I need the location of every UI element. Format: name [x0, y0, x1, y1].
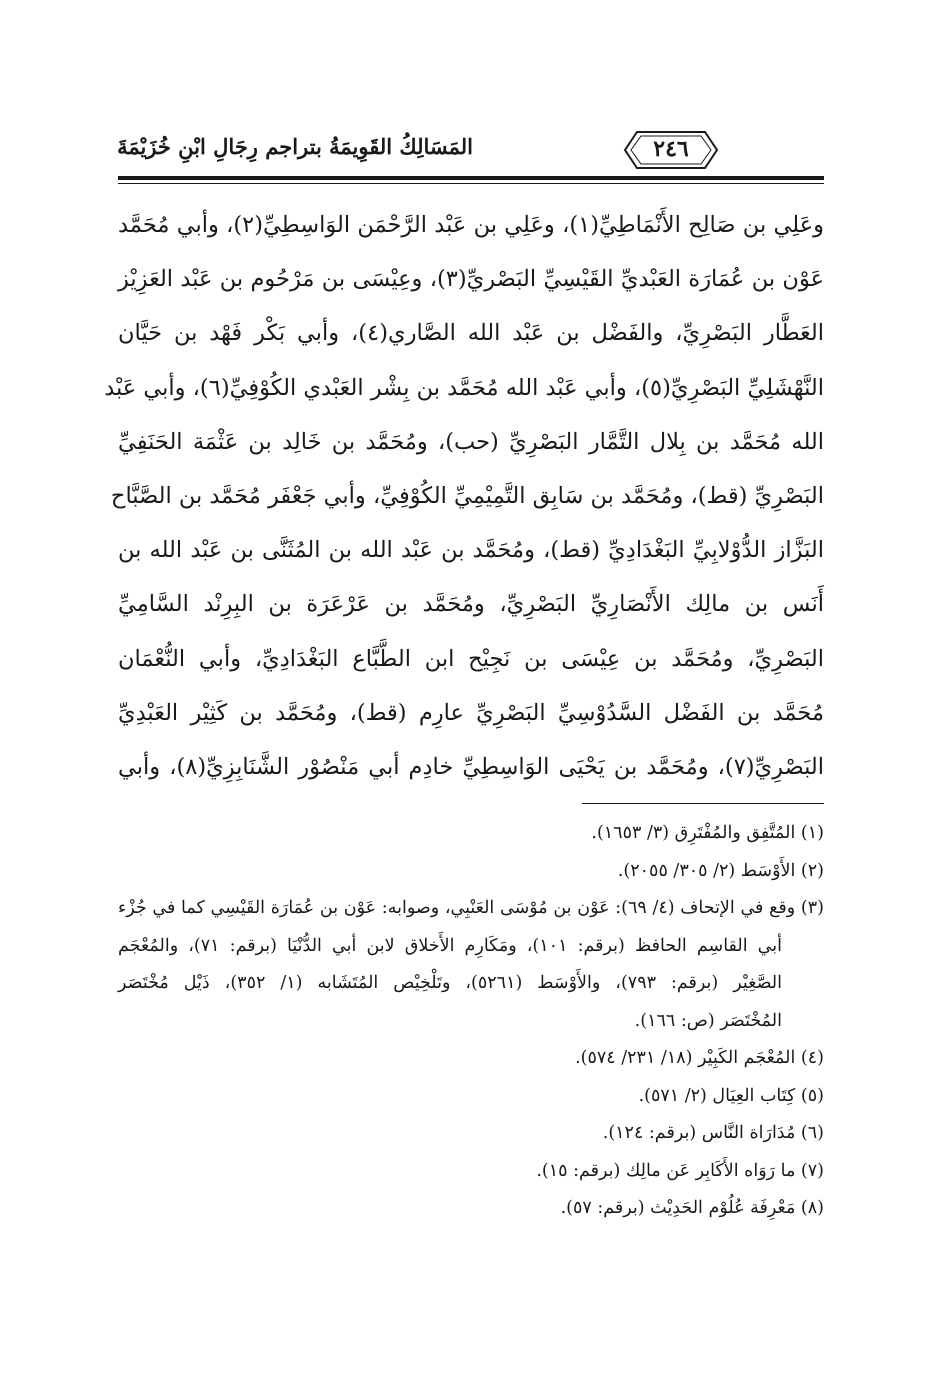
footnotes — [118, 815, 824, 1228]
footnote-1: (١) المُتَّفِق والمُفْتَرِق (٣/ ١٦٥٣). — [591, 823, 824, 843]
footnote-8: (٨) مَعْرِفَة عُلُوْم الحَدِيْث (برقم: ٥٧). — [560, 1198, 824, 1218]
footnote-3-cont: أبي القاسِم الحافظ (برقم: ١٠١)، ومَكَارِم الأَخلاق لابن أبي الدُّنْيَا (برقم: ٧١)، والمُعْجَم — [118, 935, 783, 956]
text-line: البَصْرِيِّ، ومُحَمَّد بن عِيْسَى بن نَجِيْح ابن الطَّبَّاع البَغْدَادِيِّ، وأبي النُّعْمَان — [118, 645, 824, 672]
page-header — [118, 128, 824, 186]
running-title: المَسَالِكُ القَوِيمَةُ بتراجم رِجَالِ ابْنِ خُزَيْمَةَ — [117, 134, 473, 159]
page-number: ٢٤٦ — [653, 136, 689, 162]
text-line: النَّهْشَلِيِّ البَصْرِيِّ(٥)، وأبي عَبْد الله مُحَمَّد بن بِشْر العَبْدي الكُوْفِيِّ(٦)، وأبي عَبْد — [104, 374, 824, 401]
text-line: البَصْرِيِّ(٧)، ومُحَمَّد بن يَحْيَى الوَاسِطِيِّ خادِم أبي مَنْصُوْر الشَّنَابِزِيِّ(٨)، وأبي — [118, 753, 824, 780]
header-rule-thin — [118, 183, 824, 184]
footnote-4: (٤) المُعْجَم الكَبِيْر (١٨/ ٢٣١/ ٥٧٤). — [575, 1048, 824, 1068]
text-line: البَصْرِيِّ (قط)، ومُحَمَّد بن سَابِق التَّمِيْمِيِّ الكُوْفِيِّ، وأبي جَعْفَر مُحَمَّد بن الصَّبَّاح — [110, 482, 824, 509]
footnote-5: (٥) كِتَاب العِيَال (٢/ ٥٧١). — [638, 1085, 824, 1106]
footnote-7: (٧) ما رَوَاه الأَكَابِر عَن مالِك (برقم: ١٥). — [536, 1160, 824, 1181]
footnote-3: (٣) وقع في الإتحاف (٤/ ٦٩): عَوْن بن مُوْسَى العَنْبِي، وصوابه: عَوْن بن عُمَارَة القَيْسِي كما في جُزْء — [118, 898, 824, 918]
footnote-separator — [582, 803, 824, 804]
text-line: عَوْن بن عُمَارَة العَبْديِّ القَيْسِيِّ البَصْريِّ(٣)، وعِيْسَى بن مَرْحُوم بن عَبْد العَزِيْز — [118, 266, 824, 293]
header-rule-thick — [118, 176, 824, 180]
footnote-3-cont: المُخْتَصَر (ص: ١٦٦). — [634, 1010, 782, 1031]
main-text — [104, 198, 824, 794]
text-line: الله مُحَمَّد بن بِلال التَّمَّار البَصْرِيِّ (حب)، ومُحَمَّد بن خَالِد بن عَثْمَة الحَنَفِيِّ — [118, 428, 824, 455]
text-line: أَنَس بن مالِك الأَنْصَارِيِّ البَصْرِيِّ، ومُحَمَّد بن عَرْعَرَة بن البِرِنْد السَّامِيِّ — [118, 591, 824, 618]
text-line: مُحَمَّد بن الفَضْل السَّدُوْسِيِّ البَصْرِيِّ عارِم (قط)، ومُحَمَّد بن كَثِيْر العَبْدِيِّ — [118, 699, 824, 726]
footnote-6: (٦) مُدَارَاة النَّاس (برقم: ١٢٤). — [602, 1123, 824, 1143]
page-number-badge — [623, 128, 719, 172]
text-line: البَزَّاز الدُّوْلابِيِّ البَغْدَادِيِّ (قط)، ومُحَمَّد بن عَبْد الله بن المُثَنَّى بن عَبْد الله بن — [118, 537, 824, 564]
footnote-2: (٢) الأَوْسَط (٢/ ٣٠٥/ ٢٠٥٥). — [617, 860, 824, 881]
footnote-3-cont: الصَّغِيْر (برقم: ٧٩٣)، والأَوْسَط (٥٢٦١)، وتَلْخِيْص المُتَشَابه (١/ ٣٥٢)، ذَيْل مُخْتَصَر — [118, 973, 782, 993]
text-line: العَطَّار البَصْرِيِّ، والفَضْل بن عَبْد الله الصَّاري(٤)، وأبي بَكْر فَهْد بن حَيَّان — [118, 320, 824, 347]
text-line: وعَلِي بن صَالِح الأَنْمَاطِيِّ(١)، وعَلِي بن عَبْد الرَّحْمَن الوَاسِطِيِّ(٢)، وأبي مُحَمَّد — [118, 212, 824, 238]
